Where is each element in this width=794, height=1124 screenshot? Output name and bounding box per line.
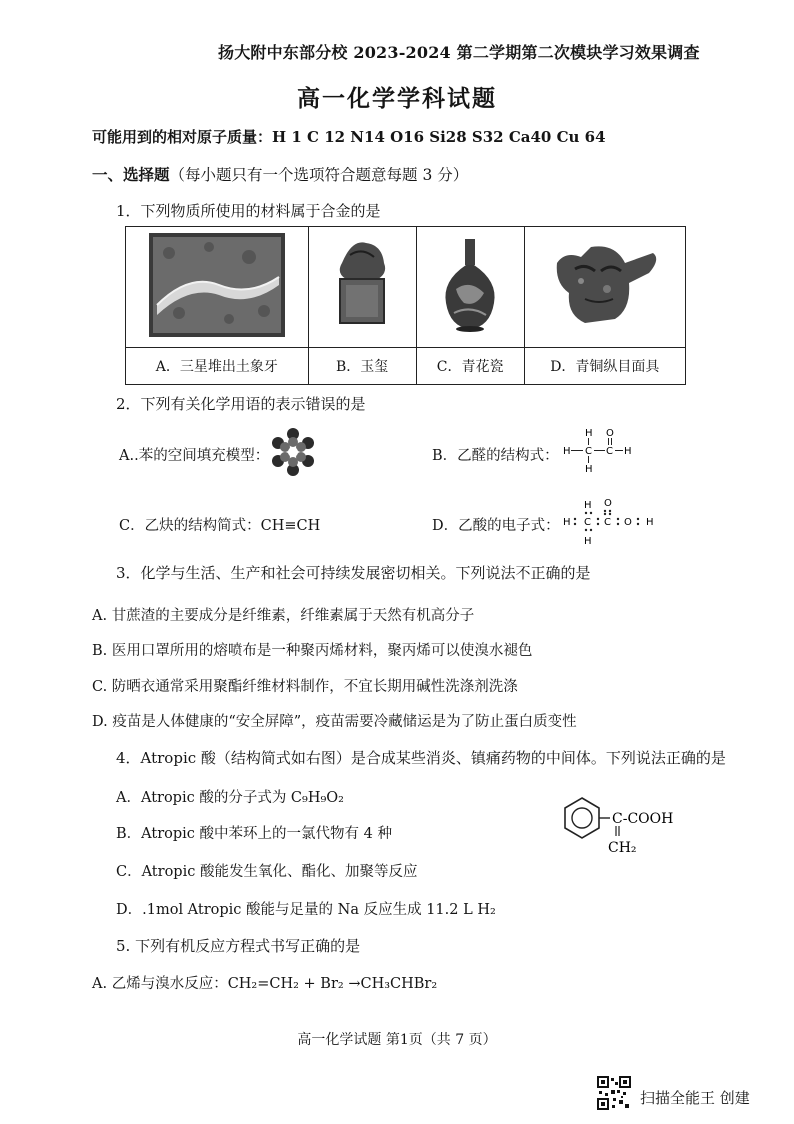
section-note: （每小题只有一个选项符合题意每题 3 分） (169, 166, 469, 184)
question-2-stem: 2．下列有关化学用语的表示错误的是 (116, 395, 366, 413)
acetic-o-right: O (624, 517, 632, 528)
acetaldehyde-structural-formula (560, 426, 634, 474)
question-4-stem: 4．Atropic 酸（结构简式如右图）是合成某些消炎、镇痛药物的中间体。下列说法正确的是 (116, 749, 726, 767)
jade-seal-image (308, 227, 416, 348)
ivory-photo (149, 233, 285, 337)
atropic-acid-ch2: CH₂ (608, 840, 637, 856)
atropic-acid-structure (552, 790, 682, 856)
bronze-mask-image (524, 227, 685, 348)
bronze-mask-photo (545, 233, 665, 337)
page-footer: 高一化学试题 第1页（共 7 页） (297, 1032, 497, 1048)
acetic-h-top: H (584, 500, 592, 511)
acetaldehyde-c1: C (585, 446, 592, 457)
section-name: 一、选择题 (92, 165, 170, 184)
q2-option-a: A..苯的空间填充模型： (119, 448, 270, 464)
ivory-image (126, 227, 309, 348)
q3-option-b: B. 医用口罩所用的熔喷布是一种聚丙烯材料，聚丙烯可以使溴水褪色 (92, 643, 533, 659)
q1-option-c: C．青花瓷 (416, 348, 524, 385)
q3-option-a: A. 甘蔗渣的主要成分是纤维素，纤维素属于天然有机高分子 (92, 608, 475, 624)
acetaldehyde-h-top: H (585, 428, 593, 439)
q4-option-a: A．Atropic 酸的分子式为 C₉H₉O₂ (116, 790, 344, 806)
question-3-stem: 3．化学与生活、生产和社会可持续发展密切相关。下列说法不正确的是 (116, 564, 591, 582)
acetic-acid-electron-formula (560, 497, 670, 549)
question-1-stem: 1．下列物质所使用的材料属于合金的是 (116, 202, 381, 220)
question-1-table (125, 226, 686, 385)
question-5-stem: 5. 下列有机反应方程式书写正确的是 (116, 937, 361, 955)
porcelain-image (416, 227, 524, 348)
q1-option-b: B．玉玺 (308, 348, 416, 385)
acetaldehyde-c2: C (606, 446, 613, 457)
acetaldehyde-o: O (606, 428, 614, 439)
acetic-o-top: O (604, 498, 612, 509)
q3-option-d: D. 疫苗是人体健康的“安全屏障”，疫苗需要冷藏储运是为了防止蛋白质变性 (92, 714, 577, 730)
exam-title: 高一化学学科试题 (297, 85, 497, 112)
q4-option-c: C．Atropic 酸能发生氧化、酯化、加聚等反应 (116, 864, 418, 880)
benzene-space-filling-model (269, 428, 317, 476)
q1-option-d: D．青铜纵目面具 (524, 348, 685, 385)
atropic-acid-group: C-COOH (612, 811, 674, 827)
qr-code-icon (597, 1076, 631, 1110)
q4-option-d: D．.1mol Atropic 酸能与足量的 Na 反应生成 11.2 L H₂ (116, 902, 496, 918)
q3-option-c: C. 防晒衣通常采用聚酯纤维材料制作，不宜长期用碱性洗涤剂洗涤 (92, 679, 518, 695)
q2-option-c: C．乙炔的结构简式：CH≡CH (119, 518, 321, 534)
acetaldehyde-h-left: H (563, 446, 571, 457)
section-heading (92, 163, 468, 185)
acetic-h-right: H (646, 517, 654, 528)
acetic-c2: C (604, 517, 611, 528)
q2-option-b: B．乙醛的结构式： (432, 448, 559, 464)
scanner-watermark: 扫描全能王 创建 (640, 1089, 750, 1107)
exam-header: 扬大附中东部分校 2023-2024 第二学期第二次模块学习效果调查 (218, 43, 700, 62)
atomic-masses: 可能用到的相对原子质量：H 1 C 12 N14 O16 Si28 S32 Ca40 Cu 64 (92, 128, 606, 146)
porcelain-vase-photo (430, 233, 510, 337)
acetic-h-left: H (563, 517, 571, 528)
acetic-c1: C (584, 517, 591, 528)
acetic-h-bottom: H (584, 536, 592, 547)
q4-option-b: B．Atropic 酸中苯环上的一氯代物有 4 种 (116, 826, 392, 842)
q1-option-a: A．三星堆出土象牙 (126, 348, 309, 385)
q5-option-a: A. 乙烯与溴水反应：CH₂=CH₂ + Br₂ →CH₃CHBr₂ (92, 976, 438, 992)
jade-seal-photo (322, 233, 402, 337)
q2-option-d: D．乙酸的电子式： (432, 518, 560, 534)
acetaldehyde-h-right: H (624, 446, 632, 457)
acetaldehyde-h-bottom: H (585, 464, 593, 474)
